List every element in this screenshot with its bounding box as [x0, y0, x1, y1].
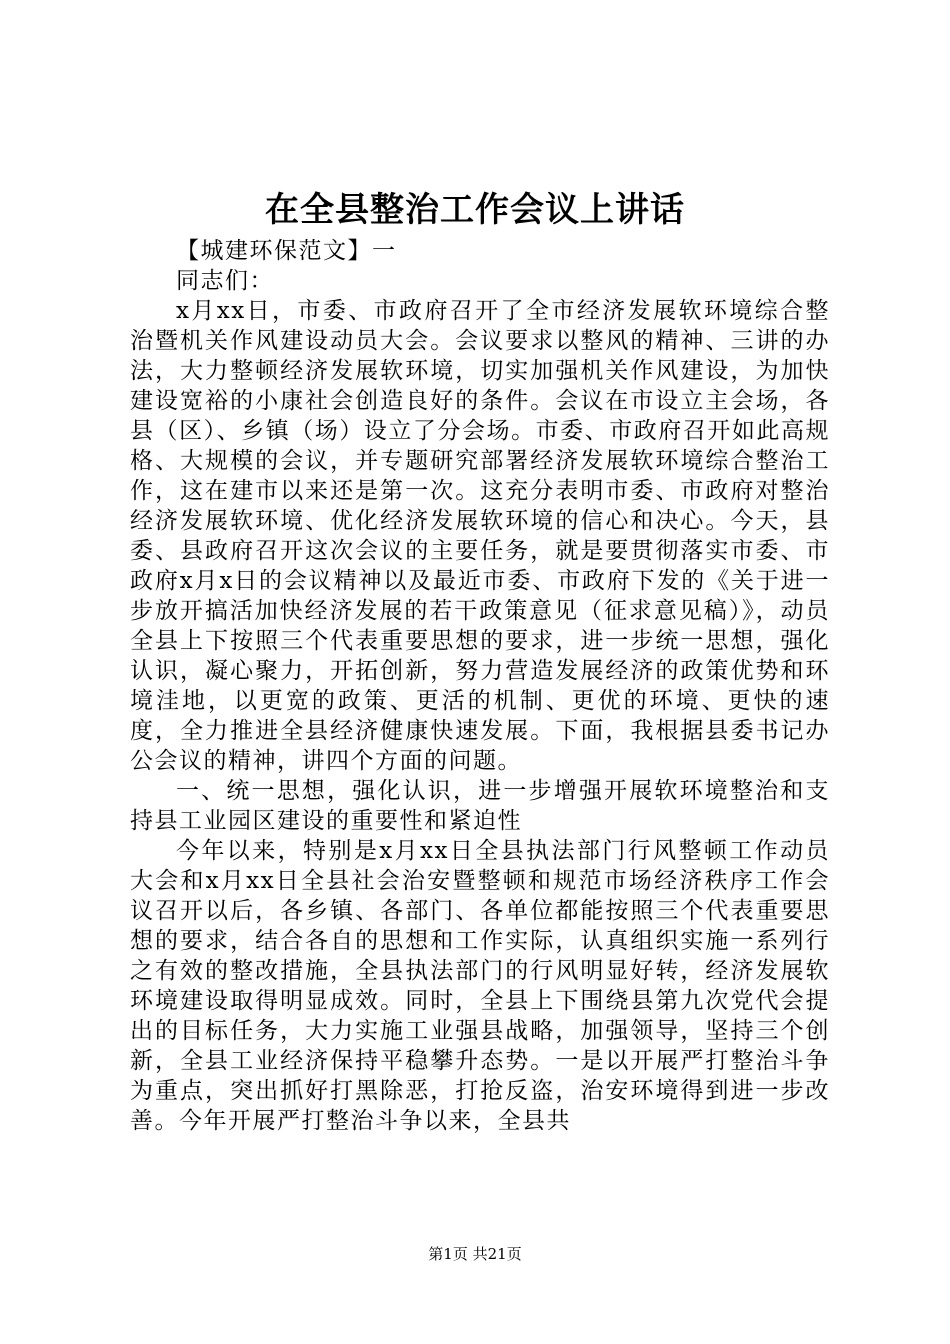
paragraph-section-body: 今年以来，特别是x月xx日全县执法部门行风整顿工作动员大会和x月xx日全县社会治安暨整顿和规范市场经济秩序工作会议召开以后，各乡镇、各部门、各单位都能按照三个代表重要思想的要求，结合各自的思想和工作实际，认真组织实施一系列行之有效的整改措施，全县执法部门的行风明显好转，经济发展软环境建设取得明显成效。同时，全县上下围绕县第九次党代会提出的目标任务，大力实施工业强县战略，加强领导，坚持三个创新，全县工业经济保持平稳攀升态势。一是以开展严打整治斗争为重点，突出抓好打黑除恶，打抢反盗，治安环境得到进一步改善。今年开展严打整治斗争以来，全县共 — [130, 838, 830, 1134]
paragraph-intro: x月xx日，市委、市政府召开了全市经济发展软环境综合整治暨机关作风建设动员大会。会议要求以整风的精神、三讲的办法，大力整顿经济发展软环境，切实加强机关作风建设，为加快建设宽裕的小康社会创造良好的条件。会议在市设立主会场，各县（区）、乡镇（场）设立了分会场。市委、市政府召开如此高规格、大规模的会议，并专题研究部署经济发展软环境综合整治工作，这在建市以来还是第一次。这充分表明市委、市政府对整治经济发展软环境、优化经济发展软环境的信心和决心。今天，县委、县政府召开这次会议的主要任务，就是要贯彻落实市委、市政府x月x日的会议精神以及最近市委、市政府下发的《关于进一步放开搞活加快经济发展的若干政策意见（征求意见稿）》，动员全县上下按照三个代表重要思想的要求，进一步统一思想，强化认识，凝心聚力，开拓创新，努力营造发展经济的政策优势和环境洼地，以更宽的政策、更活的机制、更优的环境、更快的速度，全力推进全县经济健康快速发展。下面，我根据县委书记办公会议的精神，讲四个方面的问题。 — [130, 298, 830, 774]
page-number-footer: 第1页 共21页 — [428, 1245, 522, 1263]
document-body — [130, 236, 830, 1136]
paragraph-category: 【城建环保范文】一 — [176, 238, 397, 264]
paragraph-section-heading: 一、统一思想，强化认识，进一步增强开展软环境整治和支持县工业园区建设的重要性和紧迫性 — [130, 778, 830, 834]
paragraph-salutation: 同志们： — [176, 268, 274, 294]
document-title: 在全县整治工作会议上讲话 — [265, 190, 685, 230]
